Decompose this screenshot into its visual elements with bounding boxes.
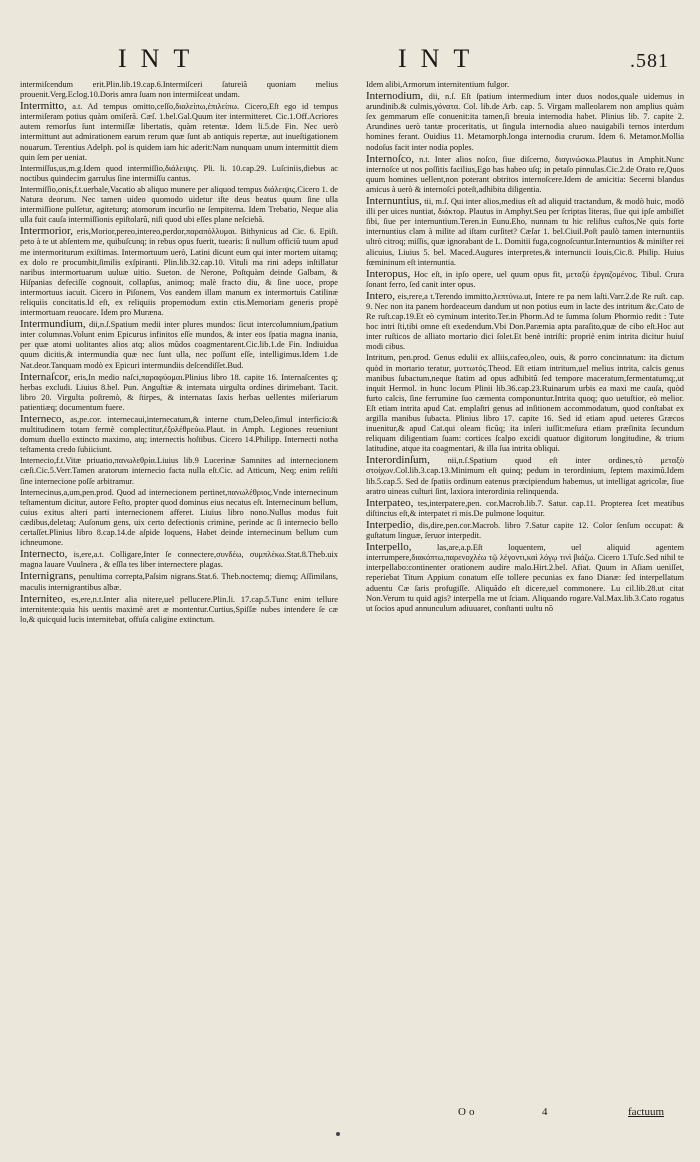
running-head-left: INT	[118, 44, 204, 73]
entry-text: las,are,a.p.Eſt loquentem, uel aliquid agentem interrumpere,διακόπτω,παρενοχλέω τῷ λέγοντι,καὶ λόγῳ τινὶ βιάζω. Cicero 1.Tuſc.Sed nihil te interpellabo:continenter orationem audire malo.Hirt.2.bel. Afiat. Quum in Aſiam ueniſſet, reperiebat Titum Appium conatum eſſe tollere pecunias ex fano Dianæ: ſed interpellatum aduentu Cæ ſaris profugiſſe. Aliquãdo eſt dicere,uel commonere. Lu cil.lib.28.ut citat Non.Verum tu quid agis? interpella me ut ſciam. Aliquando rogare.Val.Max.lib.3.Cato rogatus ut ſocios apud annunculum adiuuaret, conſtanti uultu nõ	[366, 543, 684, 613]
entry-headword: Intero,	[366, 289, 396, 302]
entry-text: eis,rere,a t.Terendo immitto,λεπτύνω.ut, Intere re pa nem laſti.Varr.2.de Re ruſt. cap. 9. Nec non ita panem hordeaceum dandum ut non potius eum in lacte des intritum &c.Cato de Re ruſt.cap.19.Et eò cyminum interito.Ter.in Phorm.Ad te ſumma ſolum Phormio redit : Tute hoc intri ſti,tibi omne eſt exedendum.Vbi Don.Paræmia apta paraſito,quæ de cibo eſt.Hoc aut inter ruſticos de alliato mortario dici ſolet.Et benè intriſti: propriè enim intrita dicitur huiuſ modi cibus.	[366, 291, 684, 352]
entry-headword: Interpello,	[366, 541, 412, 554]
entry-text: es,ere,n.t.Inter alia nitere,uel pellucere.Plin.li. 17.cap.5.Tunc enim tellure internitente:quia his uentis maximè aret æ montentur.Curtius,Spiſſæ nubes intendere ſe cæ lo,& quicquid lucis internitebat, offuſa caligine extinctum.	[20, 594, 338, 624]
entry-text: eris,In medio naſci,παραφύομαι.Plinius libro 18. capite 16. Internaſcentes q; herbas excludi. Liuius 8.bel. Pun. Anguſtiæ & internata uirgulta ordines dirimebant. Tacit. libro 20. Virgulta poſtremò, & ſtirpes, & internatas ſaxis herbas uellentes miſeriarum patientiæq; documentum fuere.	[20, 372, 338, 412]
ink-dot	[336, 1132, 340, 1136]
entry-text: dii,n.ſ.Spatium medii inter plures mundos: ſicut intercolumnium,ſpatium inter columnas.Volunt enim Epicurus infinitos eſſe mundos, & inter eos ſpatia magna inania, per quæ atomi uolitantes alios atq; alios mũdos coagmentarent.Cic.lib.1.de Fin. Indiuidua quum dicitis,& intermundia quæ nec ſunt ulla, nec poſſunt eſſe, intelligimus.Idem 1.de Nat.deor.Tanquam modò ex Epicuri intermundiis deſcendiſſet.Bud.	[20, 320, 338, 370]
running-head-right: INT	[398, 44, 484, 73]
signature-mark: Oo	[458, 1106, 478, 1118]
entry-headword: Intermorior,	[20, 225, 74, 238]
page-number: .581	[630, 50, 669, 72]
entry-text: Intritum, pen.prod. Genus edulii ex alliis,cafeo,oleo, ouis, & porro concinnatum: ita dictum quòd in mortario teratur, μυττωτός.Theod. Eſt etiam intritum,uel melius intrita, calcis genus manibus ſubactum,neque ſtatim ad opus adhibitũ ſed tempore maceratum,fermentatumq;,ut inquit Hermol. in hunc locum Plinii lib.36.cap.23.Ruinarum urbis ea maxi me cauſa, quòd furto calcis, ſine ferrumine ſuo cæmenta componuntur.Intrita quoq; quo uetuſtior, eò melior. Eſt etiam intrita apud Cat. emplaſtri genus ad inſitionem accommodatum, quod conſtabat ex argilla manibus ſubacta. Plinius libro 17. capite 16. Sed id etiam apud ueteres Græcos inuenitur,& apud Cat.qui oleam ficũq; ita inſeri iuſſit:meſura etiam præſinita ſecundum reliquam diligentiam ſuam: cortices ſcalpo excidi quatuor digitorum longitudine, & trium latitudine, atque ita coagmentari, & illa ſua intrita obliqui.	[366, 353, 684, 454]
running-head	[0, 44, 700, 80]
entry-headword: Internaſcor,	[20, 370, 71, 383]
dictionary-entry	[366, 455, 684, 496]
entry-text: Internecinus,a,um,pen.prod. Quod ad internecionem pertinet,πανωλέθριος.Vnde internecinum teſtamentum dicitur, autore Feſto, propter quod dominus eius necatus eſt. Internecinum bellum, cuius exitus alteri parti internecionem afferet. Liuius libro nono.Nullus modus fuit cædibus,deletaq; Auſonum gens, uix certo defectionis crimine, perinde ac ſi internecio bello certaſſet.Plinius libro 8.cap.14.de aſpide loquens, Habet deinde internecinum bellum cum ichneumone.	[20, 487, 338, 548]
entry-headword: Internodium,	[366, 90, 424, 103]
right-column	[366, 80, 684, 1140]
entry-headword: Intermitto,	[20, 100, 67, 113]
dictionary-entry	[20, 549, 338, 570]
dictionary-entry	[20, 319, 338, 370]
entry-headword: Internigrans,	[20, 570, 76, 583]
dictionary-entry	[20, 594, 338, 625]
entry-headword: Intermundium,	[20, 318, 86, 331]
entry-text: dis,dire,pen.cor.Macrob. libro 7.Satur capite 12. Color ſenſum occupat: & guſtatum linguæ, ſeruor interpedit.	[366, 520, 684, 541]
dictionary-entry	[366, 269, 684, 290]
entry-text: n.t. Inter alios noſco, ſiue diſcerno, διαγινώσκω.Plautus in Amphit.Nunc internoſce ut nos poſſitis facilius,Ego has habeo uſq; in petaſo pinnulas.Cic.2.de Orato re,Quos quum homines uellent,non poterant obtritos internoſcere.Idem de amicitia: Secerni blandus amicus à uerò & internoſci poteſt,adhibita diligentia.	[366, 154, 684, 194]
entry-text: a.t. Ad tempus omitto,ceſſo,διαλείπω,ἐπιλείπω. Cicero,Eſt ego id tempus intermiſeram potius quàm omiſerã. Cæſ. 1.bel.Gal.Quum iter intermitteret. Cic.1.Off.Acriores autem remorſus ſunt intermiſſæ libertatis, quàm retentæ. Idem li.5.de Fin. Nec uerò intermittunt aut admirationem earum rerum quæ ſunt ab antiquis repertæ, aut inueſtigationem nouarum. Terentius Adelph. pol is quidem iam hic aderit:Nam nunquam unum intermittit diem quin ſem per ueniat.	[20, 102, 338, 162]
entry-text: Intermiſſus,us,m.g.Idem quod intermiſſio,διάλειψις. Pli. li. 10.cap.29. Luſciniis,diebus ac noctibus quindecim garrulus ſine intermiſſu cantus.	[20, 163, 338, 183]
left-column	[20, 80, 338, 1140]
dictionary-entry	[20, 80, 338, 100]
entry-text: tii, m.ſ. Qui inter alios,medius eſt ad aliquid tractandum, & modò huic, modò illi per uices nuntiat, διάκτορ. Plautus in Amphyt.Seu per ſcriptas literas, ſiue qui ipſe ambiſſet ſibi, ſiue per internuntium.Teren.in Eunu.Eho, nunnam tu hic reliſtus cuſtos,Ne quis forte internuntius clam à milite ad iſtam curſitet? Cæſar 1. bel.Ciuil.Poſt paulò tamen internuntiis ultrò citroq; miſſis, quæ ignorabant de L. Domitii fuga,cognoſcuntur.Internuntios & miniſter rei alicuius, Liuius 5. bel. Maced.Augures interpretes,& internuncii Iouis,Cic.8. Philip. Huius fœmininum eſt internuntia.	[366, 197, 684, 267]
entry-text: nii,n.ſ.Spatium quod eſt inter ordines,τὸ μεταξὺ στοίχων.Col.lib.3.cap.13.Minimum eſt quinq; pedum in terordinium, ſeptem maximũ.Idem lib.5.cap.5. Sed de ſpatiis ordinum eatenus præcipiendum habemus, ut intelligat agricolæ, ſiue aratro uineas culturi ſint, laxiora interordinia relinquenda.	[366, 456, 684, 496]
dictionary-entry	[20, 101, 338, 163]
footer-mark: 4	[542, 1106, 548, 1118]
entry-text: dii, n.ſ. Eſt ſpatium intermedium inter duos nodos,quale uidemus in arundinib.& culmis,γόνατα. Col. lib.de Arb. cap. 5. Virgam malleolarem non amplius quàm ſex gemmarum eſſe conuenit:ita tamen,ſi breuia internodia habet. Plinius lib. 7. capite 2. Arundines uerò tantæ proceritatis, ut ſingula internodia alueo nauigabili ternos interdum homines ferant. Ouidius 11. Metamorph.longa internodia crurum. Idem 6. Metamor.Mollia nodoſus facit inter nodia poples.	[366, 92, 684, 152]
entry-text: intermiſcendum erit.Plin.lib.19.cap.6.Intermiſceri ſatureiã quoniam melius prouenit.Verg.Eclog.10.Doris amra ſuam non intermiſceat undam.	[20, 80, 338, 100]
entry-text: as,pe.cor. internecaui,internecatum,& interne ctum,Deleo,ſimul interficio:& multitudinem totam fermè complectitur,ἐξολέθρεύω.Plaut. in Amph. Legiones reueniunt domum duello extincto maximo, atq; internectis hoſtibus. Cicero 14.Philipp. Internecti notha teſtamenta credo ſubiiciunt.	[20, 415, 338, 455]
dictionary-entry	[20, 488, 338, 549]
entry-headword: Internuntius,	[366, 195, 422, 208]
dictionary-entry	[20, 185, 338, 225]
entry-text: Intermiſſio,onis,f.t.uerbale,Vacatio ab aliquo munere per aliquod tempus διάλειψις.Cicero 1. de Natura deorum. Nec tamen uideo quomodo uidetur iſte deus beatus quum ſine ulla intermiſſione pulſetur, agiteturq; atomorum incurſio ne ſempiterna. Idem Trebatio, Neque alia ulla fuit cauſa intermiſſionis epiſtolarũ, niſi quod ubi eſſes plane neſciebã.	[20, 184, 338, 225]
dictionary-entry	[366, 353, 684, 454]
entry-text: is,ere,a.t. Colligare,Inter ſe connectere,συνδέω, συμπλέκω.Stat.8.Theb.uix magna lauare Vuulnera , & eſſla tes liber internectere plagas.	[20, 550, 338, 570]
entry-text: penultima correpta,Paſsim nigrans.Stat.6. Theb.noctemq; diemq; Aſſimilans, maculis internigrantibus albæ.	[20, 572, 338, 592]
page-footer	[366, 1106, 684, 1120]
entry-text: eris,Morior,pereo,intereo,perdor,παραπόλλυμαι. Bithynicus ad Cic. 6. Epiſt. peto à te ut abſentem me, quibuſcunq; in rebus opus fuerit, tuearis: ſi nullum officiũ tuum apud me intermoriturum exiſtimas. Intermortuum uerò, Latini dicunt eum qui inter mortem uitamq; ex dolo re procumbit,ſimilis exſpiranti. Plin.lib.32.cap.10. Vituli ma rini adeps inſtillatur naribus intermortuarum uuluæ uitio. Sueton. de Nerone, Poſtquàm deinde Galbam, & Hiſpanias defeciſſe cognouit, collapſus, animoq; malè fracto diu, & ſine uoce, prope intermortuus iacuit. Cicero in Piſonem, Vos eandem illam manum ex intermortuis Catilinæ reliquiis concitatis.Id eſt, ex reliquiis propemodum extin ctis.Memoriam generis propè intermortuam reuocare. Idem pro Muræna.	[20, 227, 338, 318]
entry-headword: Interneco,	[20, 413, 65, 425]
entry-headword: Internecto,	[20, 548, 68, 561]
dictionary-entry	[20, 414, 338, 455]
dictionary-entry	[20, 456, 338, 486]
entry-headword: Interpateo,	[366, 496, 414, 509]
dictionary-entry	[366, 91, 684, 153]
dictionary-entry	[366, 291, 684, 353]
dictionary-entry	[366, 80, 684, 90]
dictionary-entry	[366, 498, 684, 519]
entry-text: Hoc eſt, in ipſo opere, uel quum opus fit, μεταξὺ ἐργαζομένος. Tibul. Crura ſonant ferro, ſed canit inter opus.	[366, 269, 684, 289]
dictionary-entry	[366, 154, 684, 195]
entry-text: Internecio,f.t.Vitæ priuatio,πανωλεθρία.Liuius lib.9 Lucerinæ Samnites ad internecionem cæſi.Cic.5.Verr.Tamen aratorum internecio facta nulla eſt.Cic. ad Atticum, Neq; enim reſiſti ſine internecione poſſe arbitramur.	[20, 456, 338, 486]
dictionary-entry	[20, 372, 338, 413]
entry-headword: Interpedio,	[366, 518, 414, 531]
dictionary-entry	[20, 164, 338, 184]
entry-headword: Interniteo,	[20, 592, 66, 605]
entry-text: Idem alibi,Armorum internitentium fulgor.	[366, 80, 510, 89]
dictionary-entry	[366, 196, 684, 268]
dictionary-entry	[366, 520, 684, 541]
dictionary-entry	[20, 226, 338, 318]
entry-headword: Internoſco,	[366, 152, 414, 165]
entry-text: tes,interpatere,pen. cor.Macrob.lib.7. Satur. cap.11. Propterea ſcet meatibus diſtinctus eſt,& interpatet ri mis.De pulmone loquitur.	[366, 498, 684, 518]
entry-headword: Interopus,	[366, 267, 411, 280]
dictionary-entry	[20, 571, 338, 592]
catchword: factuum	[628, 1106, 665, 1118]
dictionary-entry	[366, 542, 684, 614]
entry-headword: Interordinſum,	[366, 454, 430, 467]
